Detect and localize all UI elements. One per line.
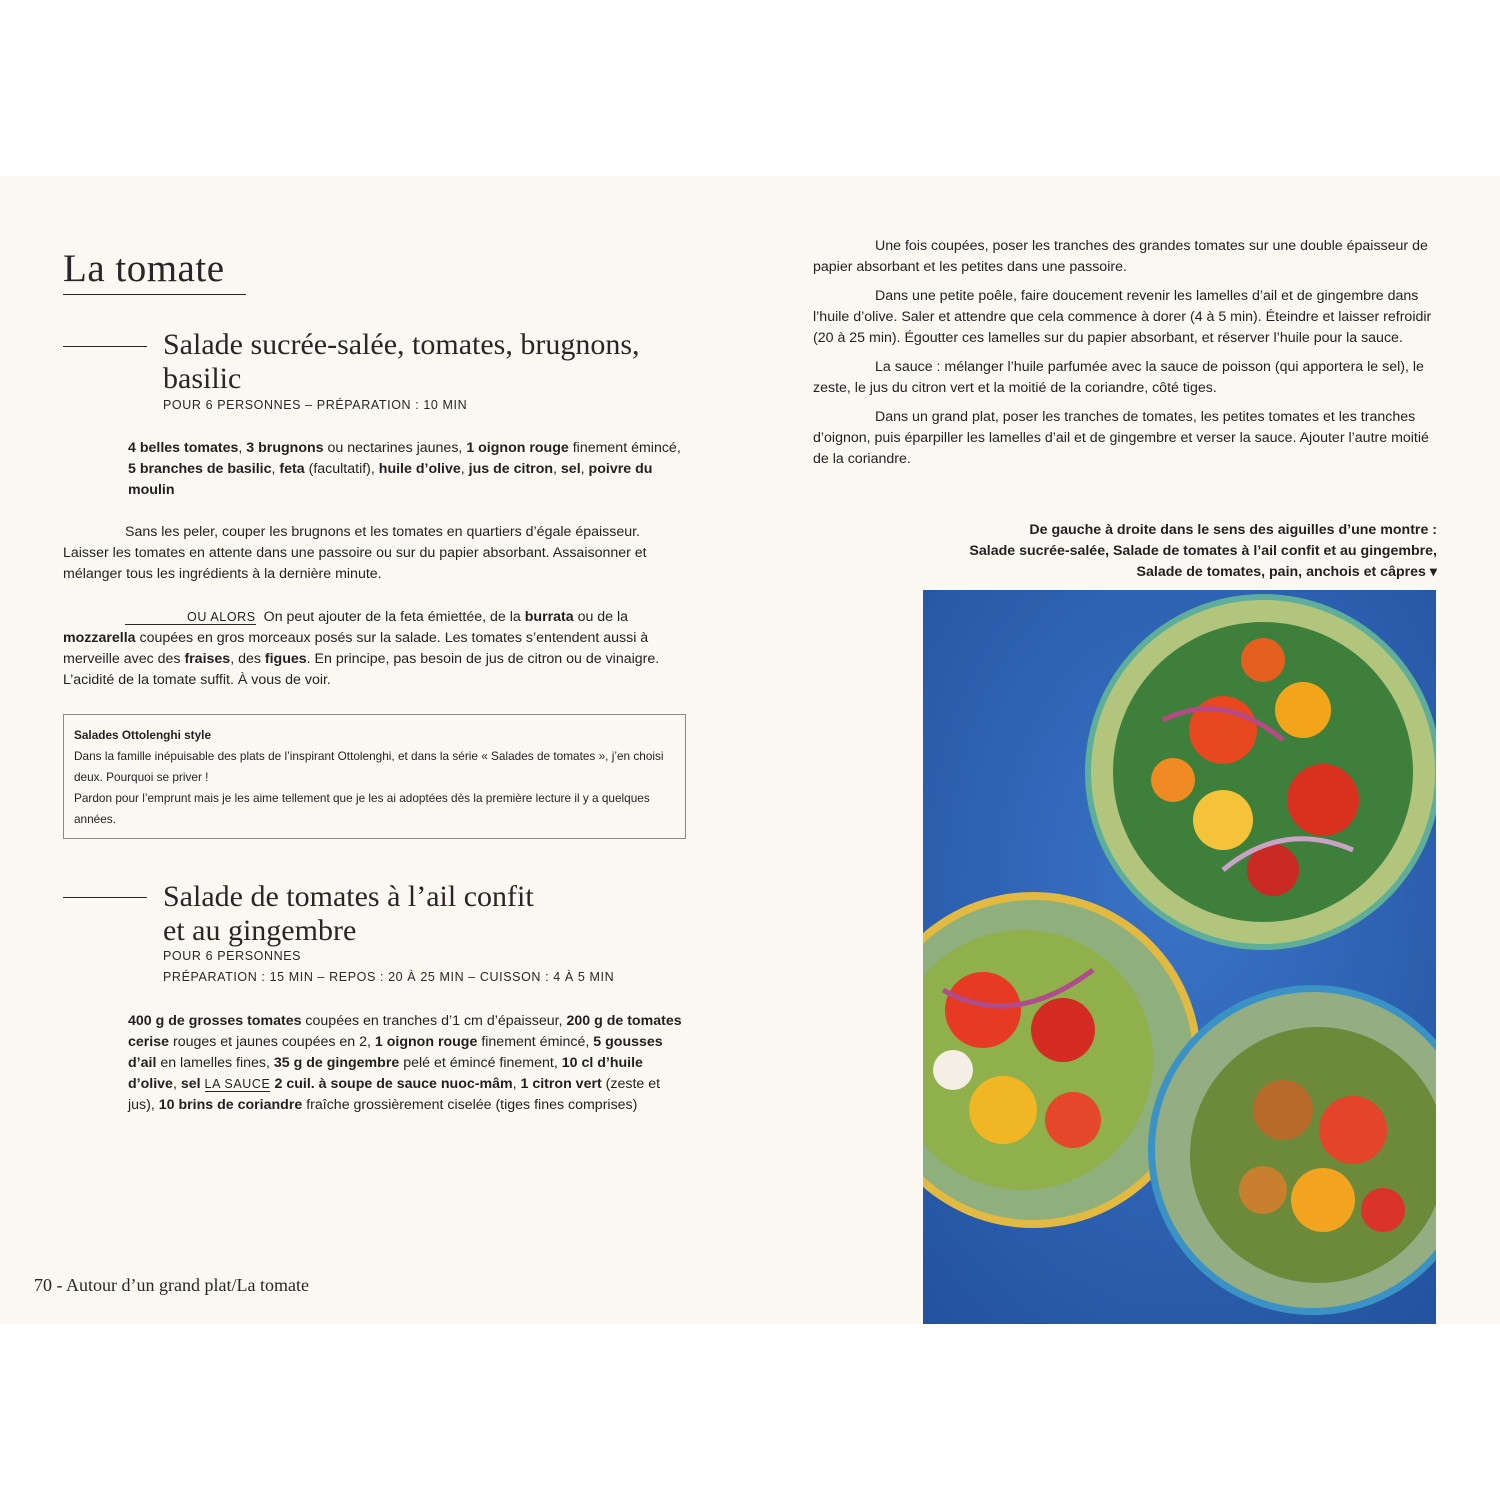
- chapter-title-rule: [63, 294, 246, 295]
- sidebar-text-2: Pardon pour l’emprunt mais je les aime tellement que je les ai adoptées dès la première lecture il y a quelques années.: [74, 791, 650, 826]
- ingredient-name: 4 belles tomates: [128, 440, 239, 456]
- text-run: ,: [553, 461, 561, 477]
- salads-photo: [923, 590, 1436, 1324]
- ingredient-name: figues: [264, 651, 307, 667]
- ingredient-name: 35 g de gingembre: [273, 1055, 400, 1071]
- ingredient-name: poivre du moulin: [128, 461, 653, 498]
- caption-line-1: De gauche à droite dans le sens des aiguilles d’une montre :: [1029, 522, 1437, 538]
- ingredient-name: sel: [180, 1076, 201, 1092]
- ingredient-name: fraises: [184, 651, 231, 667]
- ingredient-name: jus de citron: [468, 461, 554, 477]
- ingredient-name: 1 citron vert: [520, 1076, 602, 1092]
- ingredient-name: 10 brins de coriandre: [158, 1097, 303, 1113]
- caption-line-2: Salade sucrée-salée, Salade de tomates à l’ail confit et au gingembre,: [969, 543, 1437, 559]
- recipe1-title: Salade sucrée-salée, tomates, brugnons, basilic: [163, 328, 640, 395]
- recipe1-rule: [63, 346, 147, 347]
- recipe2-rule: [63, 897, 147, 898]
- text-run: . En principe, pas besoin de jus de citron ou de vinaigre. L’acidité de la tomate suffit. À vous de voir.: [63, 651, 660, 688]
- recipe2-ingredients: [128, 1011, 688, 1116]
- ingredient-name: 400 g de grosses tomates: [128, 1013, 302, 1029]
- variant-tag: OU ALORS: [125, 610, 256, 625]
- text-run: ou nectarines jaunes,: [323, 440, 467, 456]
- recipe2-title: [163, 880, 703, 948]
- ingredient-name: 3 brugnons: [246, 440, 324, 456]
- method-paragraph-2: Dans une petite poêle, faire doucement revenir les lamelles d’ail et de gingembre dans l’huile d’olive. Saler et attendre que cela commence à dorer (4 à 5 min). Éteindre et laisser refroidir (20 à 25 min). Égoutter ces lamelles sur du papier absorbant, et réserver l’huile pour la sauce.: [813, 288, 1432, 346]
- text-run: rouges et jaunes coupées en 2,: [169, 1034, 375, 1050]
- recipe1-method: Sans les peler, couper les brugnons et les tomates en quartiers d’égale épaisseur. Laisser les tomates en attente dans une passoire ou sur du papier absorbant. Assaisonner et mélanger tous les ingrédients à la dernière minute.: [63, 524, 647, 582]
- method-paragraph-3: La sauce : mélanger l’huile parfumée avec la sauce de poisson (qui apportera le sel), le zeste, le jus du citron vert et la moitié de la coriandre, côté tiges.: [813, 359, 1424, 396]
- text-run: fraîche grossièrement ciselée (tiges fines comprises): [302, 1097, 638, 1113]
- text-run: ,: [580, 461, 589, 477]
- text-run: ,: [238, 440, 247, 456]
- ingredient-name: 5 branches de basilic: [128, 461, 272, 477]
- text-run: ,: [271, 461, 280, 477]
- recipe2-meta-servings: POUR 6 PERSONNES: [163, 949, 302, 963]
- ingredient-name: 200 g de tomates cerise: [128, 1013, 682, 1050]
- photo-caption: [969, 520, 1437, 583]
- recipe1-meta: POUR 6 PERSONNES – PRÉPARATION : 10 MIN: [163, 398, 468, 412]
- chapter-title: La tomate: [63, 247, 225, 290]
- ingredient-name: 10 cl d’huile d’olive: [128, 1055, 643, 1092]
- plate-top: [1085, 594, 1436, 950]
- caption-line-3: Salade de tomates, pain, anchois et câpres ▾: [1136, 564, 1437, 580]
- sidebar-box: [63, 714, 686, 839]
- method-paragraph-1: Une fois coupées, poser les tranches des grandes tomates sur une double épaisseur de papier absorbant et les petites dans une passoire.: [813, 238, 1428, 275]
- ingredient-name: burrata: [524, 609, 574, 625]
- text-run: finement émincé,: [477, 1034, 594, 1050]
- recipe2-title-line2: et au gingembre: [163, 914, 357, 947]
- ingredient-name: 2 cuil. à soupe de sauce nuoc-mâm: [274, 1076, 513, 1092]
- ingredient-name: 1 oignon rouge: [466, 440, 569, 456]
- method-paragraph-4: Dans un grand plat, poser les tranches de tomates, les petites tomates et les tranches d’oignon, puis éparpiller les lamelles d’ail et de gingembre et verser la sauce. Ajouter l’autre moitié de la coriandre.: [813, 409, 1429, 467]
- text-run: coupées en tranches d’1 cm d’épaisseur,: [301, 1013, 567, 1029]
- sauce-tag: LA SAUCE: [204, 1077, 271, 1091]
- text-run: pelé et émincé finement,: [399, 1055, 562, 1071]
- page-footer: 70 - Autour d’un grand plat/La tomate: [34, 1275, 309, 1295]
- text-run: ,: [512, 1076, 521, 1092]
- recipe2-meta: [163, 946, 614, 988]
- text-run: (zeste et jus),: [128, 1076, 661, 1113]
- ingredient-name: mozzarella: [63, 630, 136, 646]
- recipe1-ingredients: [128, 438, 688, 501]
- ingredient-name: 1 oignon rouge: [374, 1034, 478, 1050]
- text-run: coupées en gros morceaux posés sur la salade. Les tomates s’entendent aussi à merveille avec des: [63, 630, 649, 667]
- text-run: finement émincé,: [568, 440, 681, 456]
- sidebar-title: Salades Ottolenghi style: [74, 728, 212, 742]
- recipe2-title-line1: Salade de tomates à l’ail confit: [163, 880, 534, 913]
- sidebar-text-1: Dans la famille inépuisable des plats de l’inspirant Ottolenghi, et dans la série « Salades de tomates », j’en choisi deux. Pourquoi se priver !: [74, 749, 664, 784]
- recipe2-method: [813, 236, 1443, 478]
- recipe1-variant: [63, 607, 688, 691]
- text-run: ou de la: [573, 609, 629, 625]
- text-run: en lamelles fines,: [156, 1055, 274, 1071]
- text-run: (facultatif),: [304, 461, 379, 477]
- text-run: ,: [172, 1076, 181, 1092]
- book-spread: [0, 176, 1500, 1324]
- text-run: On peut ajouter de la feta émiettée, de la: [263, 609, 525, 625]
- ingredient-name: feta: [279, 461, 305, 477]
- ingredient-name: 5 gousses d’ail: [128, 1034, 663, 1071]
- ingredient-name: sel: [560, 461, 581, 477]
- ingredient-name: huile d’olive: [378, 461, 461, 477]
- recipe2-meta-times: PRÉPARATION : 15 MIN – REPOS : 20 À 25 MIN – CUISSON : 4 À 5 MIN: [163, 970, 615, 984]
- text-run: ,: [460, 461, 469, 477]
- text-run: , des: [230, 651, 265, 667]
